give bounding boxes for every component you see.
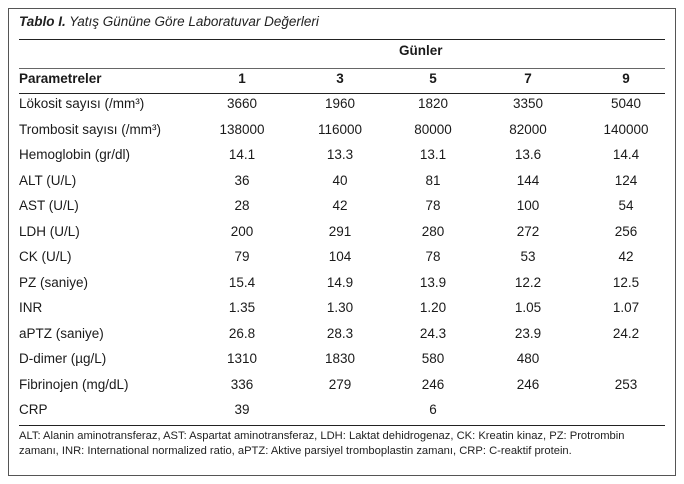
- row-label: Hemoglobin (gr/dl): [19, 147, 131, 162]
- table-cell: 24.3: [419, 326, 447, 341]
- table-title: [19, 14, 319, 29]
- table-cell: 14.9: [326, 275, 354, 290]
- table-cell: 272: [516, 224, 540, 239]
- table-cell: 78: [425, 198, 441, 213]
- row-label: INR: [19, 300, 43, 315]
- table-cell: 81: [425, 173, 441, 188]
- table-cell: 104: [328, 249, 352, 264]
- row-label: ALT (U/L): [19, 173, 77, 188]
- table-cell: 39: [234, 402, 250, 417]
- table-cell: 253: [614, 377, 638, 392]
- row-label: Trombosit sayısı (/mm³): [19, 122, 162, 137]
- day-header-4: 7: [524, 71, 532, 86]
- bottom-rule: [19, 425, 665, 426]
- table-cell: 23.9: [514, 326, 542, 341]
- row-label: D-dimer (µg/L): [19, 351, 107, 366]
- table-cell: 1.20: [419, 300, 447, 315]
- table-cell: 1830: [324, 351, 356, 366]
- table-cell: 280: [421, 224, 445, 239]
- top-rule: [19, 39, 665, 40]
- row-label: CK (U/L): [19, 249, 72, 264]
- row-label: AST (U/L): [19, 198, 79, 213]
- table-footnote: ALT: Alanin aminotransferaz, AST: Aspartat aminotransferaz, LDH: Laktat dehidrogenaz, CK: Kreatin kinaz, PZ: Protrombin zamanı, INR: International normalized ratio, aPTZ: Aktive parsiyel tromboplastin zamanı, CRP: C-reaktif protein.: [19, 430, 625, 457]
- table-cell: 116000: [317, 122, 363, 137]
- table-title-text: Yatış Gününe Göre Laboratuvar Değerleri: [65, 14, 319, 29]
- day-header-1: 1: [238, 71, 246, 86]
- table-cell: 80000: [414, 122, 452, 137]
- table-cell: 1.07: [612, 300, 640, 315]
- table-cell: 6: [429, 402, 437, 417]
- table-cell: 256: [614, 224, 638, 239]
- table-cell: 1.30: [326, 300, 354, 315]
- row-label: CRP: [19, 402, 48, 417]
- row-label: LDH (U/L): [19, 224, 80, 239]
- table-cell: 279: [328, 377, 352, 392]
- table-title-number: Tablo I.: [19, 14, 66, 29]
- table-cell: 53: [520, 249, 536, 264]
- table-cell: 79: [234, 249, 250, 264]
- table-cell: 24.2: [612, 326, 640, 341]
- table-cell: 138000: [219, 122, 265, 137]
- table-cell: 200: [230, 224, 254, 239]
- table-cell: 1960: [324, 96, 356, 111]
- table-cell: 336: [230, 377, 254, 392]
- table-cell: 246: [421, 377, 445, 392]
- day-header-3: 5: [429, 71, 437, 86]
- row-label: Lökosit sayısı (/mm³): [19, 96, 145, 111]
- table-cell: 13.9: [419, 275, 447, 290]
- table-cell: 14.1: [228, 147, 256, 162]
- table-cell: 14.4: [612, 147, 640, 162]
- table-cell: 28: [234, 198, 250, 213]
- row-label: aPTZ (saniye): [19, 326, 104, 341]
- table-cell: 12.2: [514, 275, 542, 290]
- table-cell: 1820: [417, 96, 449, 111]
- row-label: PZ (saniye): [19, 275, 89, 290]
- table-cell: 12.5: [612, 275, 640, 290]
- table-cell: 580: [421, 351, 445, 366]
- table-cell: 1310: [226, 351, 258, 366]
- table-cell: 13.3: [326, 147, 354, 162]
- table-cell: 291: [328, 224, 352, 239]
- table-cell: 140000: [603, 122, 649, 137]
- table-cell: 36: [234, 173, 250, 188]
- header-rule: [19, 93, 665, 94]
- table-cell: 246: [516, 377, 540, 392]
- table-cell: 1.05: [514, 300, 542, 315]
- table-cell: 100: [516, 198, 540, 213]
- day-header-5: 9: [622, 71, 630, 86]
- table-cell: 78: [425, 249, 441, 264]
- table-cell: 82000: [509, 122, 547, 137]
- table-cell: 26.8: [228, 326, 256, 341]
- table-cell: 3660: [226, 96, 258, 111]
- table-frame: [8, 8, 676, 476]
- table-cell: 13.6: [514, 147, 542, 162]
- table-cell: 42: [618, 249, 634, 264]
- group-rule: [19, 68, 665, 69]
- day-header-2: 3: [336, 71, 344, 86]
- table-cell: 1.35: [228, 300, 256, 315]
- parameters-header: Parametreler: [19, 71, 102, 86]
- row-label: Fibrinojen (mg/dL): [19, 377, 129, 392]
- table-cell: 28.3: [326, 326, 354, 341]
- table-cell: 144: [516, 173, 540, 188]
- table-cell: 54: [618, 198, 634, 213]
- table-cell: 480: [516, 351, 540, 366]
- table-cell: 40: [332, 173, 348, 188]
- table-cell: 15.4: [228, 275, 256, 290]
- table-cell: 42: [332, 198, 348, 213]
- table-cell: 124: [614, 173, 638, 188]
- table-cell: 3350: [512, 96, 544, 111]
- table-cell: 5040: [610, 96, 642, 111]
- days-group-header: Günler: [399, 43, 443, 58]
- table-cell: 13.1: [419, 147, 447, 162]
